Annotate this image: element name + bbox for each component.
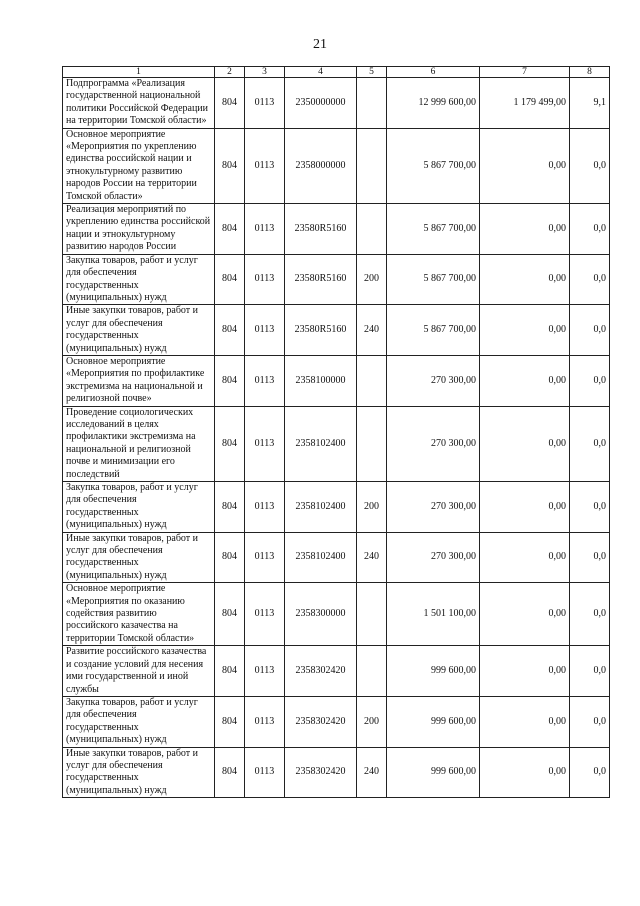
table-row (63, 583, 610, 646)
actual-amount: 0,00 (480, 254, 570, 305)
actual-amount: 0,00 (480, 532, 570, 583)
column-number: 1 (63, 67, 215, 78)
actual-amount: 0,00 (480, 696, 570, 747)
section-code: 0113 (245, 747, 285, 798)
row-name: Основное мероприятие «Мероприятия по профилактике экстремизма на национальной и религиозной почве» (63, 355, 215, 406)
column-number: 5 (357, 67, 387, 78)
column-number: 8 (570, 67, 610, 78)
row-name: Основное мероприятие «Мероприятия по оказанию содействия развитию российского казачества на территории Томской области» (63, 583, 215, 646)
section-code: 0113 (245, 355, 285, 406)
planned-amount: 270 300,00 (387, 532, 480, 583)
expense-type-code: 200 (357, 254, 387, 305)
planned-amount: 12 999 600,00 (387, 78, 480, 129)
target-article-code: 2350000000 (285, 78, 357, 129)
row-name: Проведение социологических исследований в целях профилактики экстремизма на национальной и религиозной почве и минимизации его последствий (63, 406, 215, 481)
column-numbers-row (63, 67, 610, 78)
section-code: 0113 (245, 646, 285, 697)
table-row (63, 482, 610, 533)
section-code: 0113 (245, 482, 285, 533)
planned-amount: 1 501 100,00 (387, 583, 480, 646)
target-article-code: 2358300000 (285, 583, 357, 646)
section-code: 0113 (245, 406, 285, 481)
table-row (63, 305, 610, 356)
planned-amount: 999 600,00 (387, 696, 480, 747)
section-code: 0113 (245, 696, 285, 747)
execution-percent: 0,0 (570, 696, 610, 747)
column-number: 6 (387, 67, 480, 78)
expense-type-code (357, 406, 387, 481)
grbs-code: 804 (215, 482, 245, 533)
execution-percent: 0,0 (570, 482, 610, 533)
table-row (63, 254, 610, 305)
grbs-code: 804 (215, 305, 245, 356)
actual-amount: 0,00 (480, 482, 570, 533)
table-row (63, 532, 610, 583)
actual-amount: 0,00 (480, 128, 570, 203)
row-name: Иные закупки товаров, работ и услуг для обеспечения государственных (муниципальных) нужд (63, 747, 215, 798)
expense-type-code: 240 (357, 305, 387, 356)
planned-amount: 999 600,00 (387, 646, 480, 697)
expense-type-code (357, 355, 387, 406)
grbs-code: 804 (215, 78, 245, 129)
planned-amount: 270 300,00 (387, 406, 480, 481)
execution-percent: 0,0 (570, 254, 610, 305)
planned-amount: 5 867 700,00 (387, 305, 480, 356)
actual-amount: 0,00 (480, 406, 570, 481)
section-code: 0113 (245, 532, 285, 583)
actual-amount: 0,00 (480, 646, 570, 697)
expense-type-code (357, 78, 387, 129)
target-article-code: 23580R5160 (285, 204, 357, 255)
row-name: Развитие российского казачества и создание условий для несения ими государственной и иной службы (63, 646, 215, 697)
table-row (63, 646, 610, 697)
row-name: Иные закупки товаров, работ и услуг для обеспечения государственных (муниципальных) нужд (63, 305, 215, 356)
page-number: 21 (313, 37, 327, 52)
grbs-code: 804 (215, 128, 245, 203)
table-row (63, 696, 610, 747)
section-code: 0113 (245, 254, 285, 305)
row-name: Основное мероприятие «Мероприятия по укреплению единства российской нации и этнокультурному развитию народов России на территории Томской области» (63, 128, 215, 203)
row-name: Реализация мероприятий по укреплению единства российской нации и этнокультурному развитию народов России (63, 204, 215, 255)
row-name: Закупка товаров, работ и услуг для обеспечения государственных (муниципальных) нужд (63, 696, 215, 747)
section-code: 0113 (245, 204, 285, 255)
grbs-code: 804 (215, 355, 245, 406)
expense-type-code (357, 128, 387, 203)
execution-percent: 0,0 (570, 355, 610, 406)
table-row (63, 128, 610, 203)
expense-type-code: 200 (357, 482, 387, 533)
column-number: 4 (285, 67, 357, 78)
planned-amount: 5 867 700,00 (387, 254, 480, 305)
expense-type-code: 240 (357, 532, 387, 583)
table-row (63, 78, 610, 129)
target-article-code: 2358102400 (285, 482, 357, 533)
section-code: 0113 (245, 305, 285, 356)
grbs-code: 804 (215, 204, 245, 255)
execution-percent: 0,0 (570, 532, 610, 583)
table-row (63, 747, 610, 798)
actual-amount: 0,00 (480, 355, 570, 406)
section-code: 0113 (245, 78, 285, 129)
grbs-code: 804 (215, 583, 245, 646)
grbs-code: 804 (215, 646, 245, 697)
execution-percent: 9,1 (570, 78, 610, 129)
target-article-code: 2358100000 (285, 355, 357, 406)
section-code: 0113 (245, 583, 285, 646)
target-article-code: 2358302420 (285, 646, 357, 697)
section-code: 0113 (245, 128, 285, 203)
expense-type-code: 240 (357, 747, 387, 798)
execution-percent: 0,0 (570, 646, 610, 697)
expense-type-code (357, 583, 387, 646)
execution-percent: 0,0 (570, 406, 610, 481)
target-article-code: 2358302420 (285, 747, 357, 798)
execution-percent: 0,0 (570, 128, 610, 203)
budget-table (62, 66, 610, 798)
actual-amount: 0,00 (480, 204, 570, 255)
target-article-code: 2358302420 (285, 696, 357, 747)
planned-amount: 5 867 700,00 (387, 204, 480, 255)
grbs-code: 804 (215, 254, 245, 305)
table-row (63, 406, 610, 481)
grbs-code: 804 (215, 406, 245, 481)
execution-percent: 0,0 (570, 583, 610, 646)
row-name: Закупка товаров, работ и услуг для обеспечения государственных (муниципальных) нужд (63, 482, 215, 533)
execution-percent: 0,0 (570, 747, 610, 798)
planned-amount: 999 600,00 (387, 747, 480, 798)
target-article-code: 23580R5160 (285, 305, 357, 356)
planned-amount: 270 300,00 (387, 355, 480, 406)
execution-percent: 0,0 (570, 305, 610, 356)
target-article-code: 2358000000 (285, 128, 357, 203)
planned-amount: 5 867 700,00 (387, 128, 480, 203)
column-number: 2 (215, 67, 245, 78)
actual-amount: 0,00 (480, 747, 570, 798)
target-article-code: 2358102400 (285, 532, 357, 583)
actual-amount: 1 179 499,00 (480, 78, 570, 129)
column-number: 3 (245, 67, 285, 78)
execution-percent: 0,0 (570, 204, 610, 255)
target-article-code: 23580R5160 (285, 254, 357, 305)
planned-amount: 270 300,00 (387, 482, 480, 533)
target-article-code: 2358102400 (285, 406, 357, 481)
grbs-code: 804 (215, 532, 245, 583)
row-name: Закупка товаров, работ и услуг для обеспечения государственных (муниципальных) нужд (63, 254, 215, 305)
column-number: 7 (480, 67, 570, 78)
grbs-code: 804 (215, 747, 245, 798)
expense-type-code: 200 (357, 696, 387, 747)
row-name: Иные закупки товаров, работ и услуг для обеспечения государственных (муниципальных) нужд (63, 532, 215, 583)
expense-type-code (357, 204, 387, 255)
table-row (63, 355, 610, 406)
expense-type-code (357, 646, 387, 697)
table-row (63, 204, 610, 255)
actual-amount: 0,00 (480, 583, 570, 646)
actual-amount: 0,00 (480, 305, 570, 356)
grbs-code: 804 (215, 696, 245, 747)
row-name: Подпрограмма «Реализация государственной национальной политики Российской Федерации на территории Томской области» (63, 78, 215, 129)
